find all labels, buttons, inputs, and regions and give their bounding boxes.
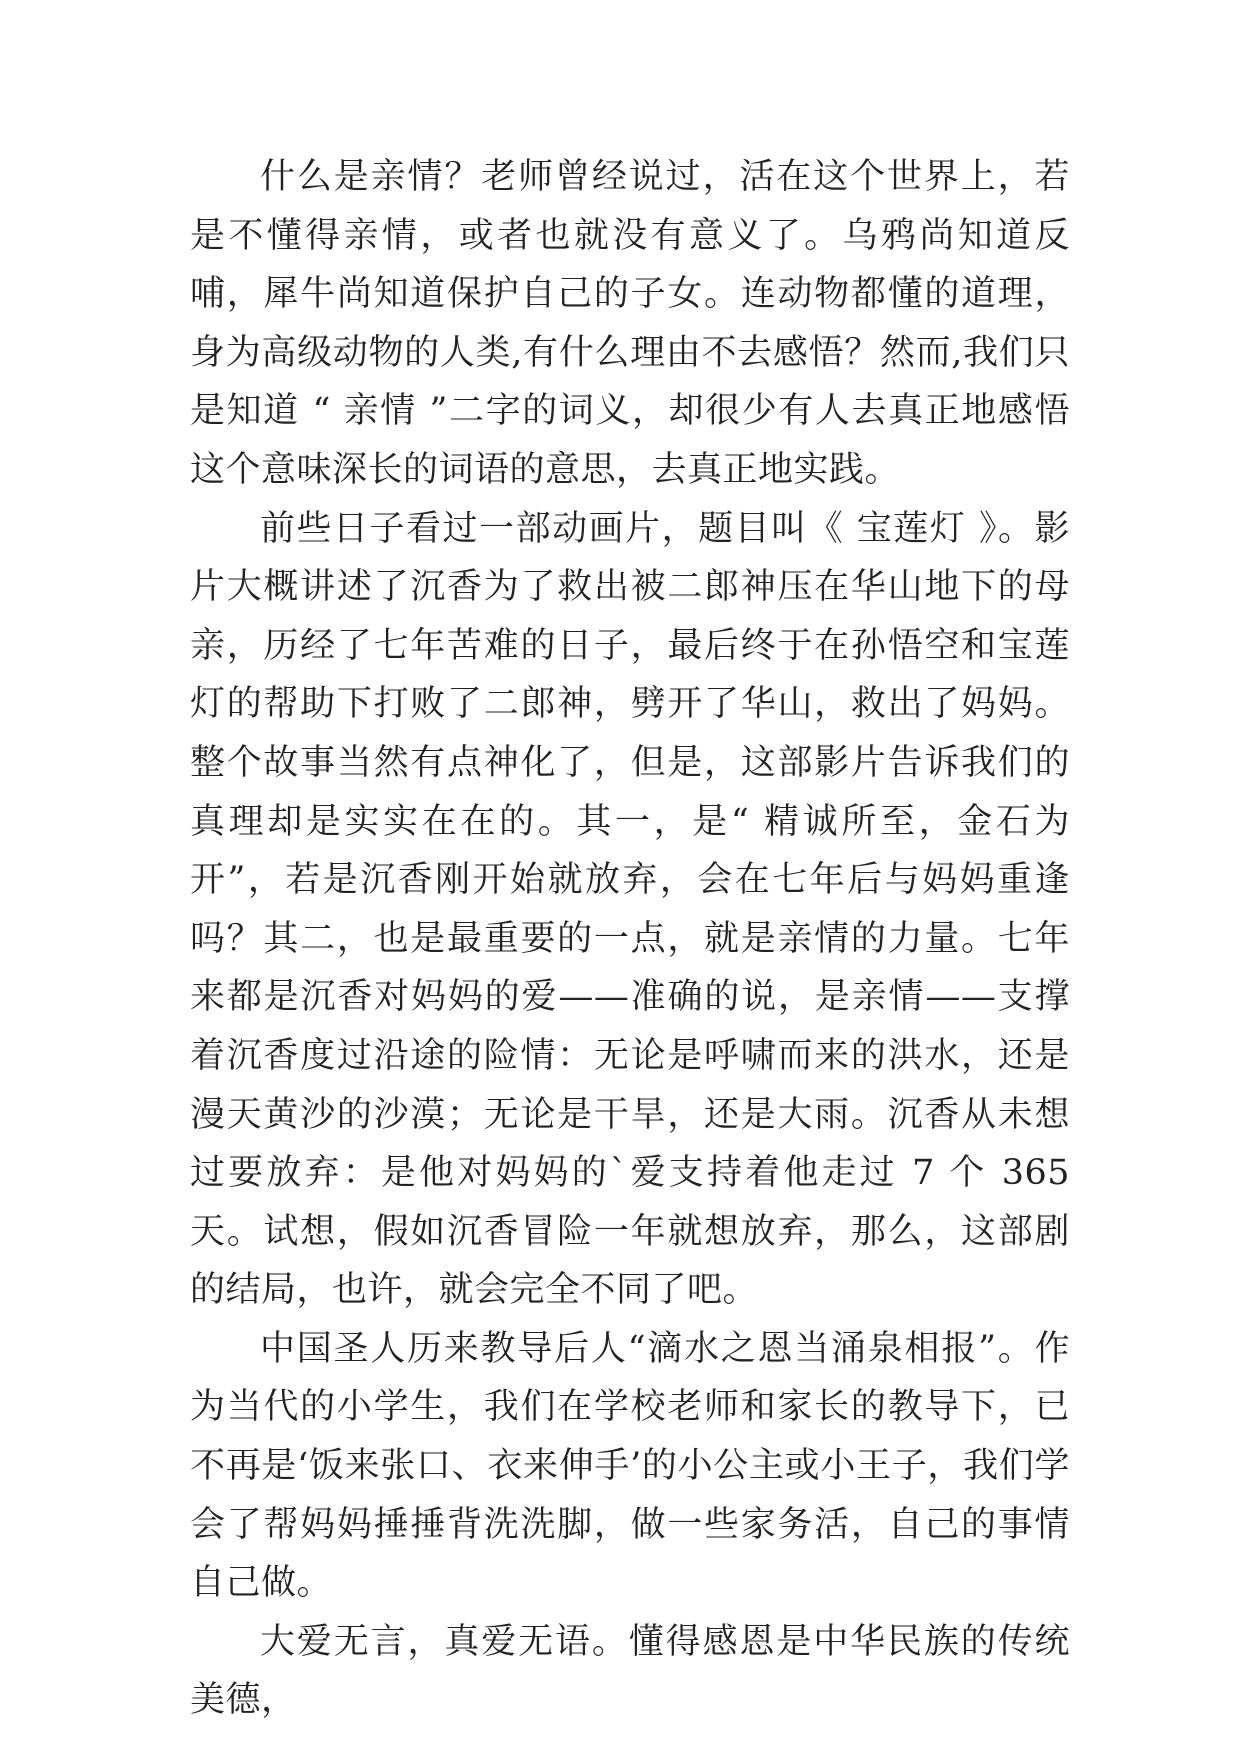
paragraph-2: 前些日子看过一部动画片，题目叫《 宝莲灯 》。影片大概讲述了沉香为了救出被二郎神压在华山地下的母亲，历经了七年苦难的日子，最后终于在孙悟空和宝莲灯的帮助下打败了二郎神，劈开了华山，救出了妈妈。整个故事当然有点神化了，但是，这部影片告诉我们的真理却是实实在在的。其一，是“ 精诚所至，金石为开”，若是沉香刚开始就放弃，会在七年后与妈妈重逢吗？其二，也是最重要的一点，就是亲情的力量。七年来都是沉香对妈妈的爱——准确的说，是亲情——支撑着沉香度过沿途的险情：无论是呼啸而来的洪水，还是漫天黄沙的沙漠；无论是干旱，还是大雨。沉香从未想过要放弃：是他对妈妈的`爱支持着他走过 7 个 365 天。试想，假如沉香冒险一年就想放弃，那么，这部剧的结局，也许，就会完全不同了吧。: [190, 508, 1070, 1311]
essay-body: [190, 148, 1070, 1730]
paragraph-1: 什么是亲情？老师曾经说过，活在这个世界上，若是不懂得亲情，或者也就没有意义了。乌鸦尚知道反哺，犀牛尚知道保护自己的子女。连动物都懂的道理，身为高级动物的人类,有什么理由不去感悟？然而,我们只是知道 “ 亲情 ”二字的词义，却很少有人去真正地感悟这个意味深长的词语的意思，去真正地实践。: [190, 157, 1070, 490]
paragraph-3: 中国圣人历来教导后人“滴水之恩当涌泉相报”。作为当代的小学生，我们在学校老师和家长的教导下，已不再是‘饭来张口、衣来伸手’的小公主或小王子，我们学会了帮妈妈捶捶背洗洗脚，做一些家务活，自己的事情自己做。: [190, 1328, 1070, 1604]
paragraph-4: 大爱无言，真爱无语。懂得感恩是中华民族的传统美德，: [190, 1621, 1070, 1721]
